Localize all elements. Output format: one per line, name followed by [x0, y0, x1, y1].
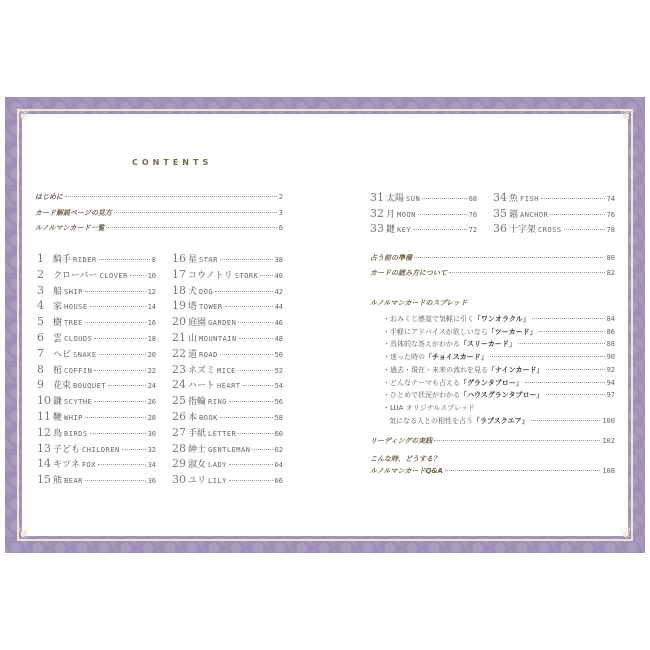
toc-label: カード解説ページの見方 — [35, 208, 112, 217]
dot-leader — [85, 480, 146, 481]
card-number: 33 — [370, 222, 384, 235]
card-name-jp: コウノトリ — [188, 270, 233, 281]
dot-leader — [546, 394, 605, 395]
card-number: 11 — [37, 410, 51, 423]
spread-desc: 気になる人との相性を占う — [389, 417, 473, 425]
card-entry — [172, 473, 283, 485]
card-name-en: ANCHOR — [520, 210, 549, 219]
card-name-jp: 錨 — [509, 209, 519, 220]
card-entry — [172, 426, 283, 438]
card-number: 15 — [37, 473, 51, 487]
card-entry — [37, 473, 156, 485]
page-number: 66 — [274, 477, 283, 486]
card-number: 36 — [493, 222, 507, 235]
corner-ornament-icon: ❦ — [18, 108, 30, 124]
card-entry — [172, 378, 283, 390]
spread-entry — [383, 339, 615, 351]
card-number: 6 — [37, 331, 44, 344]
card-name-en: GARDEN — [208, 319, 237, 328]
dot-leader — [238, 370, 273, 371]
dot-leader — [122, 449, 146, 450]
card-entry — [172, 299, 283, 311]
page-number: 38 — [274, 256, 283, 264]
page-number: 90 — [606, 353, 615, 362]
page-number: 42 — [274, 287, 283, 296]
page-number: 78 — [606, 226, 615, 234]
toc-entry — [370, 436, 615, 448]
card-name-jp: 家 — [53, 302, 63, 313]
card-entry — [172, 315, 283, 327]
dot-leader — [220, 259, 273, 260]
dot-leader — [229, 401, 273, 402]
card-number: 25 — [172, 394, 186, 408]
card-name-jp: 鍵 — [386, 225, 396, 235]
card-name-jp: 熊 — [53, 476, 63, 487]
spread-desc: ・具体的な答えがわかる — [383, 340, 460, 349]
spread-desc: ・手軽にアドバイスが欲しいなら — [383, 327, 488, 336]
spread-desc: ・過去・現在・未来の流れを見る — [383, 365, 488, 374]
card-entry — [172, 284, 283, 296]
dot-leader — [532, 318, 605, 319]
card-name-jp: 庭園 — [188, 318, 207, 329]
card-name-jp: 鳥 — [53, 428, 63, 439]
dot-leader — [225, 306, 273, 307]
card-name-en: CLOVER — [99, 271, 128, 280]
card-name-jp: 花束 — [53, 381, 72, 392]
page-number: 14 — [147, 303, 156, 312]
card-entry — [172, 410, 283, 422]
page-number: 50 — [274, 350, 283, 359]
card-number: 7 — [37, 346, 44, 360]
dot-leader — [94, 401, 145, 402]
dot-leader — [413, 229, 466, 230]
dot-leader — [243, 385, 273, 386]
card-name-jp: 山 — [188, 334, 198, 344]
dot-leader — [229, 480, 273, 481]
page-number: 32 — [147, 445, 156, 454]
page-number: 2 — [278, 193, 283, 201]
card-number: 31 — [370, 191, 384, 204]
card-number: 28 — [172, 441, 186, 455]
dot-leader — [85, 322, 146, 323]
spread-name: 「ナインカード」 — [488, 365, 544, 374]
card-entry — [370, 207, 477, 219]
dot-leader — [99, 259, 150, 260]
dot-leader — [252, 449, 272, 450]
dot-leader — [90, 306, 146, 307]
page-number: 68 — [468, 195, 477, 203]
page-number: 52 — [274, 366, 283, 375]
card-name-jp: 本 — [188, 413, 198, 423]
card-entry — [172, 394, 283, 406]
card-name-jp: 子ども — [53, 444, 81, 455]
page-number: 74 — [606, 195, 615, 203]
card-number: 21 — [172, 331, 186, 344]
card-number: 17 — [172, 267, 186, 281]
contents-title: CONTENTS — [132, 158, 213, 167]
card-name-en: SHIP — [64, 287, 83, 296]
card-number: 1 — [37, 252, 44, 265]
card-name-en: SNAKE — [73, 350, 97, 359]
page-number: 72 — [468, 226, 477, 234]
card-name-en: BIRDS — [64, 429, 88, 438]
card-name-en: TREE — [64, 319, 83, 328]
card-number: 12 — [37, 425, 51, 439]
corner-ornament-icon: ❦ — [620, 108, 632, 124]
dot-leader — [238, 322, 272, 323]
dot-leader — [229, 464, 273, 465]
toc-label: 占う前の準備 — [370, 254, 412, 262]
dot-leader — [90, 433, 146, 434]
card-name-en: SCYTHE — [64, 398, 93, 407]
card-entry — [37, 410, 156, 422]
dot-leader — [260, 275, 272, 276]
spread-name: 「スリーカード」 — [460, 340, 516, 349]
toc-label: こんな時、どうする？ — [370, 455, 440, 463]
card-name-jp: 船 — [53, 286, 63, 297]
spread-entry — [383, 378, 615, 390]
card-name-jp: ユリ — [188, 476, 207, 487]
dot-leader — [525, 382, 605, 383]
card-number: 34 — [493, 191, 507, 204]
page-number: 18 — [147, 335, 156, 343]
dot-leader — [108, 385, 146, 386]
spread-name: 「ハウスグランタブロー」 — [460, 391, 544, 400]
card-number: 3 — [37, 283, 44, 297]
card-number: 29 — [172, 457, 186, 471]
toc-entry — [370, 454, 615, 466]
card-entry — [37, 299, 156, 311]
card-name-en: RIDER — [73, 256, 97, 264]
card-name-en: HOUSE — [64, 303, 88, 312]
page-number: 97 — [606, 391, 615, 400]
dot-leader — [99, 354, 146, 355]
spread-name: 「グランタブロー」 — [460, 378, 523, 387]
card-entry — [370, 191, 477, 203]
card-name-jp: 魚 — [509, 194, 519, 204]
card-name-en: LILY — [208, 477, 227, 486]
card-name-jp: 犬 — [188, 286, 198, 297]
spread-entry — [383, 365, 615, 377]
toc-entry — [370, 253, 615, 265]
page-number: 88 — [606, 340, 615, 349]
card-name-en: BEAR — [64, 477, 83, 486]
card-name-jp: ヘビ — [53, 349, 72, 360]
page-number: 10 — [147, 271, 156, 280]
card-number: 30 — [172, 473, 186, 487]
page-number: 64 — [274, 461, 283, 470]
toc-entry — [370, 466, 615, 478]
toc-entry — [35, 223, 283, 235]
card-entry — [493, 222, 615, 234]
page-number: 56 — [274, 398, 283, 407]
toc-entry — [370, 268, 615, 280]
card-entry — [37, 347, 156, 359]
card-number: 16 — [172, 252, 186, 265]
card-number: 20 — [172, 315, 186, 329]
card-name-jp: ハート — [188, 381, 216, 392]
spread-name: 「ラブスクエア」 — [473, 417, 529, 425]
card-name-en: LETTER — [208, 429, 237, 438]
page-number: 62 — [274, 445, 283, 454]
card-name-en: HEART — [217, 382, 241, 391]
spread-entry — [389, 416, 615, 428]
toc-label: リーディングの実践 — [370, 437, 433, 445]
dot-leader — [422, 198, 466, 199]
spread-desc: ・LUA オリジナルスプレッド — [383, 404, 475, 412]
spread-desc: ・おみくじ感覚で気軽に引く — [383, 315, 474, 323]
dot-leader — [85, 417, 146, 418]
spread-entry — [383, 327, 615, 339]
card-entry — [172, 252, 283, 264]
card-entry — [370, 222, 477, 234]
card-number: 4 — [37, 299, 44, 313]
card-number: 5 — [37, 315, 44, 329]
page-number: 30 — [147, 429, 156, 438]
card-name-jp: 紳士 — [188, 444, 207, 455]
card-name-en: KEY — [397, 226, 412, 234]
spread-name: 「ツーカード」 — [487, 327, 537, 336]
dot-leader — [215, 291, 272, 292]
section-heading: ルノルマンカードのスプレッド — [370, 299, 468, 307]
card-name-en: MICE — [217, 366, 236, 375]
page-number: 54 — [274, 382, 283, 391]
dot-leader — [546, 369, 605, 370]
dot-leader — [550, 214, 604, 215]
page-number: 12 — [147, 287, 156, 296]
card-name-jp: 太陽 — [386, 194, 405, 204]
card-number: 2 — [37, 267, 44, 281]
card-entry — [172, 363, 283, 375]
dot-leader — [130, 275, 146, 276]
toc-label: カードの読み方について — [370, 269, 447, 277]
card-name-en: TOWER — [199, 303, 223, 312]
card-entry — [37, 457, 156, 469]
card-entry — [37, 268, 156, 280]
card-name-en: FOX — [81, 461, 96, 470]
spread-entry — [383, 314, 615, 326]
card-entry — [493, 191, 615, 203]
card-name-jp: 十字架 — [509, 225, 537, 235]
page-number: 58 — [274, 414, 283, 422]
page-number: 108 — [602, 467, 615, 475]
page-number: 86 — [606, 327, 615, 336]
page-number: 6 — [278, 224, 283, 232]
card-number: 14 — [37, 457, 51, 471]
card-number: 18 — [172, 283, 186, 297]
spread-entry — [383, 352, 615, 364]
card-name-en: BOOK — [199, 414, 218, 422]
card-entry — [37, 363, 156, 375]
card-name-en: BOUQUET — [73, 382, 107, 391]
card-number: 10 — [37, 394, 51, 408]
dot-leader — [564, 229, 605, 230]
dot-leader — [220, 417, 273, 418]
corner-ornament-icon: ❦ — [620, 526, 632, 542]
card-name-en: COFFIN — [64, 366, 93, 375]
card-name-jp: 淑女 — [188, 460, 207, 471]
card-entry — [37, 426, 156, 438]
dot-leader — [518, 343, 605, 344]
card-name-en: MOUNTAIN — [199, 335, 237, 343]
card-name-jp: 樹 — [53, 318, 63, 329]
page-number: 84 — [606, 315, 615, 323]
dot-leader — [418, 214, 467, 215]
card-name-jp: 棺 — [53, 365, 63, 376]
dot-leader — [94, 338, 145, 339]
dot-leader — [434, 440, 600, 441]
card-name-en: LADY — [208, 461, 227, 470]
card-entry — [37, 394, 156, 406]
card-number: 19 — [172, 299, 186, 313]
toc-label: はじめに — [35, 193, 63, 201]
card-entry — [493, 207, 615, 219]
card-name-en: DOG — [199, 287, 214, 296]
dot-leader — [106, 227, 276, 228]
card-number: 35 — [493, 206, 507, 220]
card-name-jp: キツネ — [53, 460, 80, 471]
page-number: 100 — [602, 417, 615, 425]
spread-entry — [383, 403, 615, 415]
card-name-en: GENTLEMAN — [208, 445, 251, 454]
dot-leader — [531, 420, 601, 421]
spread-heading — [370, 298, 615, 310]
page-number: 102 — [602, 437, 615, 445]
dot-leader — [85, 291, 146, 292]
card-entry — [172, 347, 283, 359]
page-number: 36 — [147, 477, 156, 486]
page-number: 94 — [606, 378, 615, 387]
card-name-en: ROAD — [199, 350, 218, 359]
dot-leader — [414, 257, 605, 258]
card-number: 13 — [37, 441, 51, 455]
page-number: 46 — [274, 319, 283, 328]
card-name-en: CHILDREN — [82, 445, 120, 454]
dot-leader — [541, 198, 605, 199]
dot-leader — [220, 354, 273, 355]
spread-name: 「チョイスカード」 — [425, 353, 488, 362]
spread-entry — [383, 390, 615, 402]
card-name-en: SUN — [406, 195, 421, 203]
card-name-jp: 手紙 — [188, 428, 207, 439]
page-number: 20 — [147, 350, 156, 359]
card-name-jp: 月 — [386, 209, 396, 220]
page-number: 8 — [151, 256, 156, 264]
dot-leader — [238, 433, 272, 434]
card-entry — [172, 457, 283, 469]
page-number: 26 — [147, 398, 156, 407]
card-entry — [37, 378, 156, 390]
card-name-jp: 道 — [188, 349, 198, 360]
page-number: 24 — [147, 382, 156, 391]
dot-leader — [239, 338, 273, 339]
card-name-en: WHIP — [64, 414, 83, 422]
spread-desc: ・迷った時の — [383, 353, 425, 362]
dot-leader — [490, 356, 605, 357]
page-number: 44 — [274, 303, 283, 312]
dot-leader — [445, 470, 600, 471]
dot-leader — [94, 370, 145, 371]
spread-name: 「ワンオラクル」 — [474, 315, 530, 323]
card-name-jp: 雲 — [53, 334, 63, 344]
dot-leader — [539, 331, 605, 332]
card-number: 24 — [172, 378, 186, 392]
page-number: 16 — [147, 319, 156, 328]
page-number: 3 — [278, 208, 283, 217]
card-entry — [37, 331, 156, 343]
spread-desc: ・ひとめで状況がわかる — [383, 391, 460, 400]
card-name-en: STORK — [234, 271, 259, 280]
spread-desc: ・どんなテーマも占える — [383, 378, 460, 387]
card-entry — [37, 252, 156, 264]
page-number: 80 — [606, 254, 615, 262]
card-name-jp: 鎌 — [53, 397, 63, 408]
card-name-jp: 塔 — [188, 302, 198, 313]
card-name-jp: 指輪 — [188, 397, 207, 408]
corner-ornament-icon: ❦ — [18, 526, 30, 542]
card-entry — [172, 442, 283, 454]
page-number: 92 — [606, 365, 615, 374]
toc-label: ルノルマンカード一覧 — [35, 224, 105, 232]
page-number: 76 — [606, 210, 615, 219]
card-entry — [172, 268, 283, 280]
card-number: 27 — [172, 425, 186, 439]
card-number: 26 — [172, 410, 186, 423]
toc-entry — [35, 192, 283, 204]
card-number: 9 — [37, 378, 44, 392]
dot-leader — [449, 272, 605, 273]
page-number: 82 — [606, 269, 615, 277]
dot-leader — [114, 212, 277, 213]
card-name-en: MOON — [397, 210, 416, 219]
card-name-jp: 鞭 — [53, 413, 63, 423]
card-entry — [37, 284, 156, 296]
card-name-en: FISH — [520, 195, 539, 203]
page-number: 70 — [468, 210, 477, 219]
page-number: 48 — [274, 335, 283, 343]
card-name-en: STAR — [199, 256, 218, 264]
page-number: 60 — [274, 429, 283, 438]
card-name-en: CROSS — [538, 226, 562, 234]
card-name-en: RING — [208, 398, 227, 407]
card-entry — [37, 315, 156, 327]
dot-leader — [65, 196, 277, 197]
card-name-jp: 星 — [188, 255, 198, 265]
card-name-jp: 騎手 — [53, 255, 72, 265]
card-entry — [172, 331, 283, 343]
toc-entry — [35, 208, 283, 220]
card-number: 32 — [370, 206, 384, 220]
card-name-jp: ネズミ — [188, 365, 216, 376]
card-number: 8 — [37, 362, 44, 376]
card-name-jp: クローバー — [53, 270, 98, 281]
card-number: 22 — [172, 346, 186, 360]
card-entry — [37, 442, 156, 454]
card-name-en: CLOUDS — [64, 335, 93, 343]
page-number: 40 — [274, 271, 283, 280]
card-number: 23 — [172, 362, 186, 376]
dot-leader — [98, 464, 146, 465]
page-number: 34 — [147, 461, 156, 470]
page-number: 28 — [147, 414, 156, 422]
page-number: 22 — [147, 366, 156, 375]
toc-label: ルノルマンカードQ&A — [370, 467, 443, 475]
